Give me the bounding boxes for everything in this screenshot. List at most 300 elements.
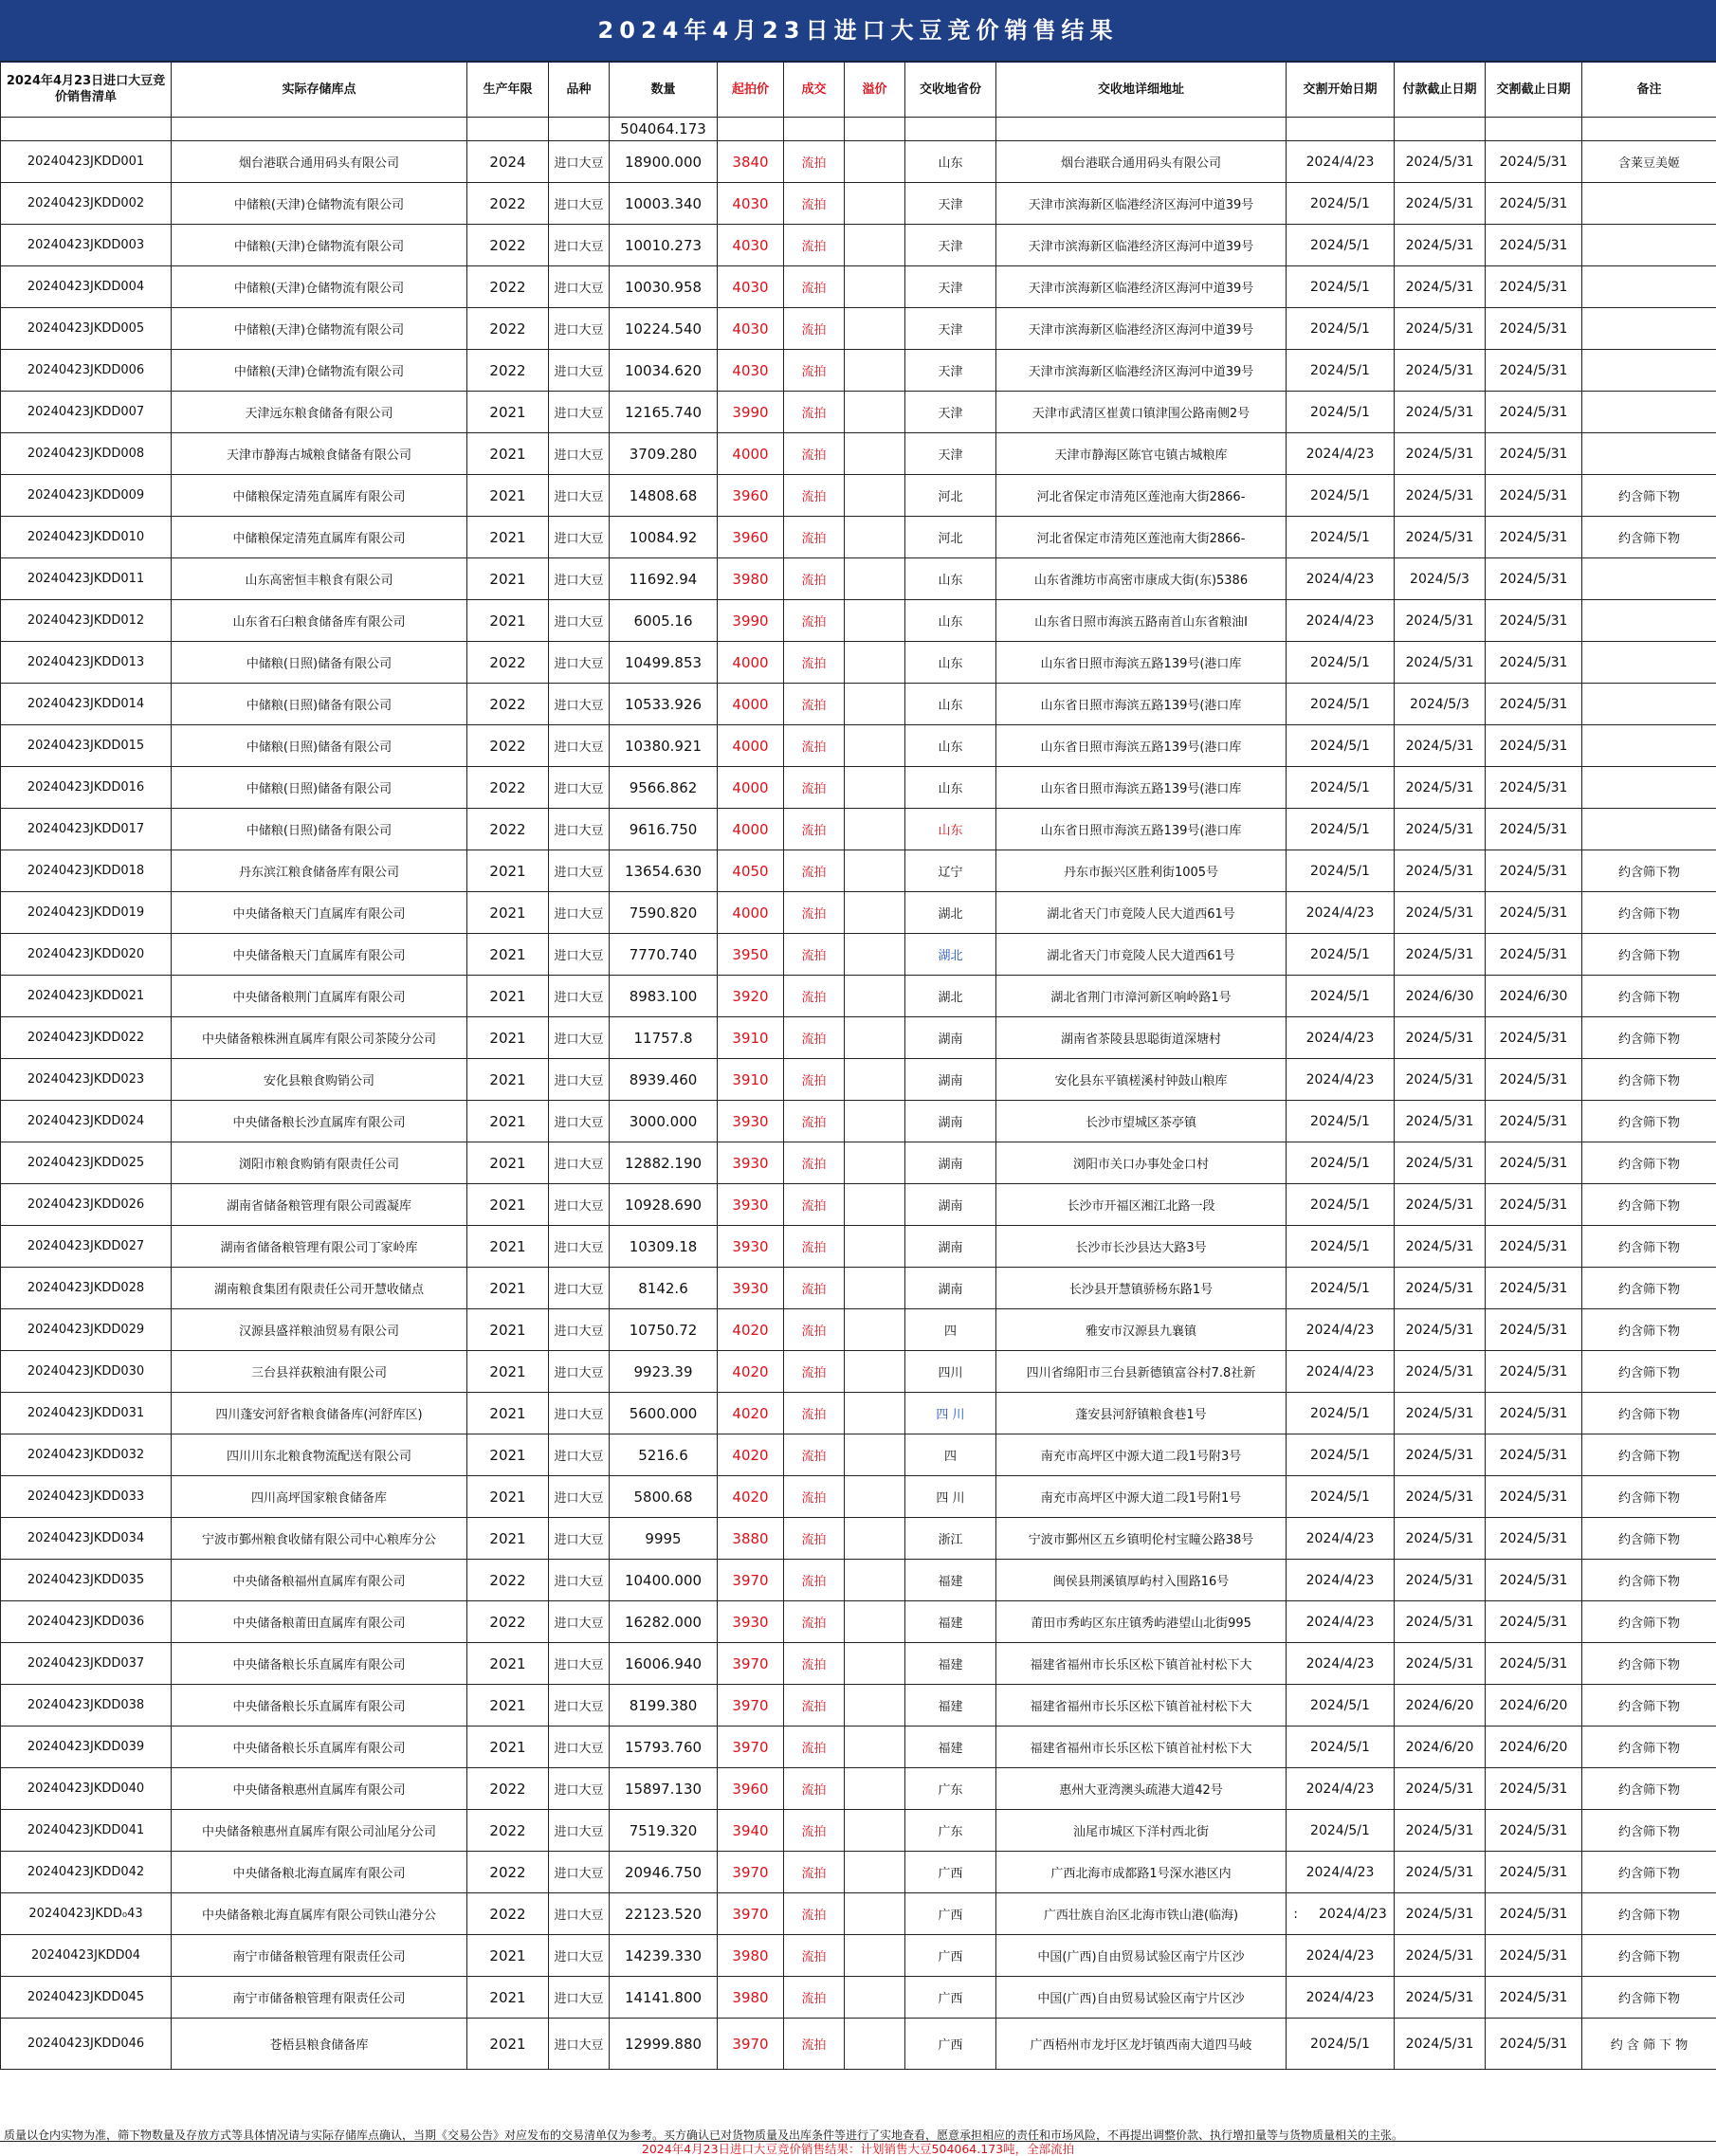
total-quantity: 504064.173 [610,118,718,141]
delivery-deadline: 2024/5/31 [1486,600,1582,642]
production-year: 2021 [467,1434,549,1476]
variety: 进口大豆 [549,1226,610,1268]
province: 湖南 [905,1017,996,1059]
depot-name: 中央储备粮长乐直属库有限公司 [172,1643,467,1685]
col-header-delivery-deadline: 交割截止日期 [1486,62,1582,118]
premium [845,1268,905,1309]
table-row [1,308,1716,350]
payment-deadline: 2024/5/31 [1395,1935,1486,1977]
remarks: 约含筛下物 [1582,1560,1716,1601]
production-year: 2024 [467,141,549,183]
remarks: 约含筛下物 [1582,1727,1716,1768]
col-header-quantity: 数量 [610,62,718,118]
table-row [1,1351,1716,1393]
variety: 进口大豆 [549,1768,610,1810]
disclaimer-note: 质量以仓内实物为准，筛下物数量及存放方式等具体情况请与实际存储库点确认，当期《交易公告》对应发布的交易清单仅为参考。买方确认已对货物质量及出库条件等进行了实地查看，愿意承担相应的责任和市场风险，不再提出调整价款、执行增扣量等与货物质量相关的主张。 [0,2129,1716,2141]
deal-status: 流拍 [784,1560,845,1601]
payment-deadline: 2024/5/31 [1395,1351,1486,1393]
lot-code: 20240423JKDD042 [1,1852,172,1893]
remarks: 约含筛下物 [1582,1476,1716,1518]
table-row [1,1727,1716,1768]
delivery-address: 丹东市振兴区胜利街1005号 [996,850,1287,892]
quantity: 10003.340 [610,183,718,225]
table-row [1,892,1716,934]
production-year: 2021 [467,850,549,892]
deal-status: 流拍 [784,892,845,934]
production-year: 2021 [467,1142,549,1184]
start-price: 3920 [718,976,784,1017]
delivery-deadline: 2024/5/31 [1486,1434,1582,1476]
delivery-deadline: 2024/5/31 [1486,558,1582,600]
delivery-start-date: 2024/4/23 [1287,1977,1395,2019]
quantity: 16282.000 [610,1601,718,1643]
production-year: 2022 [467,225,549,266]
lot-code: 20240423JKDD040 [1,1768,172,1810]
delivery-address: 长沙市长沙县达大路3号 [996,1226,1287,1268]
province: 四 川 [905,1476,996,1518]
payment-deadline: 2024/6/20 [1395,1727,1486,1768]
depot-name: 中央储备粮天门直属库有限公司 [172,934,467,976]
depot-name: 天津市静海古城粮食储备有限公司 [172,433,467,475]
depot-name: 浏阳市粮食购销有限责任公司 [172,1142,467,1184]
premium [845,934,905,976]
province: 广西 [905,1893,996,1935]
variety: 进口大豆 [549,809,610,850]
deal-status: 流拍 [784,141,845,183]
quantity: 9616.750 [610,809,718,850]
remarks: 约含筛下物 [1582,517,1716,558]
remarks: 约含筛下物 [1582,1226,1716,1268]
lot-code: 20240423JKDD024 [1,1101,172,1142]
deal-status: 流拍 [784,475,845,517]
delivery-deadline: 2024/5/31 [1486,1893,1582,1935]
production-year: 2021 [467,1309,549,1351]
production-year: 2021 [467,1226,549,1268]
col-header-delivery-start: 交割开始日期 [1287,62,1395,118]
page-title: 2024年4月23日进口大豆竞价销售结果 [0,0,1716,63]
variety: 进口大豆 [549,850,610,892]
province: 湖南 [905,1142,996,1184]
delivery-start-date: 2024/5/1 [1287,1101,1395,1142]
production-year: 2021 [467,1268,549,1309]
province: 山东 [905,141,996,183]
table-row [1,1601,1716,1643]
deal-status: 流拍 [784,1601,845,1643]
lot-code: 20240423JKDD033 [1,1476,172,1518]
payment-deadline: 2024/5/31 [1395,600,1486,642]
col-header-remarks: 备注 [1582,62,1716,118]
premium [845,475,905,517]
production-year: 2021 [467,1393,549,1434]
delivery-deadline: 2024/5/31 [1486,1768,1582,1810]
payment-deadline: 2024/5/31 [1395,1101,1486,1142]
depot-name: 湖南粮食集团有限责任公司开慧收储点 [172,1268,467,1309]
table-row [1,1643,1716,1685]
lot-code: 20240423JKDD004 [1,266,172,308]
deal-status: 流拍 [784,1434,845,1476]
premium [845,1351,905,1393]
table-row [1,1518,1716,1560]
remarks [1582,392,1716,433]
premium [845,850,905,892]
deal-status: 流拍 [784,266,845,308]
quantity: 5216.6 [610,1434,718,1476]
start-price: 4020 [718,1476,784,1518]
payment-deadline: 2024/5/31 [1395,1309,1486,1351]
lot-code: 20240423JKDD027 [1,1226,172,1268]
depot-name: 四川高坪国家粮食储备库 [172,1476,467,1518]
delivery-deadline: 2024/5/31 [1486,1268,1582,1309]
variety: 进口大豆 [549,517,610,558]
production-year: 2021 [467,934,549,976]
table-row [1,642,1716,684]
table-row [1,684,1716,725]
province: 广西 [905,1977,996,2019]
lot-code: 20240423JKDD012 [1,600,172,642]
production-year: 2021 [467,1935,549,1977]
production-year: 2021 [467,475,549,517]
table-row [1,1977,1716,2019]
start-price: 3970 [718,1852,784,1893]
premium [845,976,905,1017]
col-header-province: 交收地省份 [905,62,996,118]
delivery-start-date: 2024/5/1 [1287,1268,1395,1309]
lot-code: 20240423JKDD031 [1,1393,172,1434]
delivery-start-date: 2024/5/1 [1287,725,1395,767]
delivery-address: 莆田市秀屿区东庄镇秀屿港望山北街995 [996,1601,1287,1643]
delivery-start-date: 2024/4/23 [1287,1059,1395,1101]
variety: 进口大豆 [549,1560,610,1601]
remarks: 约含筛下物 [1582,850,1716,892]
delivery-start-date: 2024/5/1 [1287,1226,1395,1268]
quantity: 12999.880 [610,2019,718,2070]
payment-deadline: 2024/5/31 [1395,350,1486,392]
delivery-deadline: 2024/5/31 [1486,684,1582,725]
delivery-address: 天津市滨海新区临港经济区海河中道39号 [996,266,1287,308]
deal-status: 流拍 [784,976,845,1017]
payment-deadline: 2024/5/31 [1395,1643,1486,1685]
province: 广西 [905,1852,996,1893]
start-price: 3930 [718,1142,784,1184]
depot-name: 中储粮(日照)储备有限公司 [172,767,467,809]
delivery-address: 四川省绵阳市三台县新德镇富谷村7.8社新 [996,1351,1287,1393]
remarks: 约含筛下物 [1582,1518,1716,1560]
quantity: 20946.750 [610,1852,718,1893]
remarks: 约含筛下物 [1582,1017,1716,1059]
delivery-address: 蓬安县河舒镇粮食巷1号 [996,1393,1287,1434]
depot-name: 南宁市储备粮管理有限责任公司 [172,1977,467,2019]
remarks: 约含筛下物 [1582,1935,1716,1977]
production-year: 2021 [467,1643,549,1685]
lot-code: 20240423JKDD038 [1,1685,172,1727]
lot-code: 20240423JKDD016 [1,767,172,809]
start-price: 3970 [718,1560,784,1601]
premium [845,392,905,433]
delivery-start-date: 2024/5/1 [1287,308,1395,350]
payment-deadline: 2024/5/31 [1395,1518,1486,1560]
deal-status: 流拍 [784,850,845,892]
payment-deadline: 2024/5/31 [1395,1893,1486,1935]
delivery-start-date: 2024/5/1 [1287,266,1395,308]
depot-name: 中储粮(天津)仓储物流有限公司 [172,308,467,350]
production-year: 2021 [467,892,549,934]
quantity: 3000.000 [610,1101,718,1142]
start-price: 3970 [718,1893,784,1935]
delivery-deadline: 2024/5/31 [1486,1643,1582,1685]
delivery-start-date: 2024/5/1 [1287,350,1395,392]
premium [845,2019,905,2070]
province: 天津 [905,308,996,350]
delivery-start-date: 2024/4/23 [1287,1935,1395,1977]
delivery-start-date: 2024/5/1 [1287,225,1395,266]
remarks: 约含筛下物 [1582,1059,1716,1101]
deal-status: 流拍 [784,392,845,433]
start-price: 3980 [718,1977,784,2019]
remarks [1582,225,1716,266]
depot-name: 中储粮(日照)储备有限公司 [172,684,467,725]
quantity: 11692.94 [610,558,718,600]
remarks: 含莱豆美姬 [1582,141,1716,183]
production-year: 2021 [467,1101,549,1142]
premium [845,1434,905,1476]
depot-name: 中央储备粮长乐直属库有限公司 [172,1727,467,1768]
remarks: 约含筛下物 [1582,1268,1716,1309]
table-row [1,266,1716,308]
variety: 进口大豆 [549,225,610,266]
delivery-start-date: 2024/4/23 [1287,1852,1395,1893]
province: 福建 [905,1560,996,1601]
depot-name: 中央储备粮荆门直属库有限公司 [172,976,467,1017]
remarks: 约含筛下物 [1582,1977,1716,2019]
payment-deadline: 2024/5/31 [1395,183,1486,225]
remarks [1582,183,1716,225]
lot-code: 20240423JKDD008 [1,433,172,475]
start-price: 3930 [718,1601,784,1643]
lot-code: 20240423JKDD036 [1,1601,172,1643]
payment-deadline: 2024/5/31 [1395,1393,1486,1434]
delivery-start-date: 2024/4/23 [1287,1768,1395,1810]
depot-name: 中储粮保定清苑直属库有限公司 [172,475,467,517]
province: 天津 [905,350,996,392]
delivery-deadline: 2024/5/31 [1486,1810,1582,1852]
variety: 进口大豆 [549,2019,610,2070]
province: 四川 [905,1351,996,1393]
remarks: 约含筛下物 [1582,1601,1716,1643]
province: 天津 [905,266,996,308]
premium [845,767,905,809]
premium [845,600,905,642]
lot-code: 20240423JKDD006 [1,350,172,392]
start-price: 4030 [718,183,784,225]
col-header-deal: 成交 [784,62,845,118]
payment-deadline: 2024/6/20 [1395,1685,1486,1727]
variety: 进口大豆 [549,1434,610,1476]
variety: 进口大豆 [549,266,610,308]
start-price: 3930 [718,1101,784,1142]
delivery-address: 惠州大亚湾澳头疏港大道42号 [996,1768,1287,1810]
payment-deadline: 2024/5/31 [1395,1560,1486,1601]
premium [845,308,905,350]
variety: 进口大豆 [549,392,610,433]
deal-status: 流拍 [784,809,845,850]
quantity: 10380.921 [610,725,718,767]
province: 福建 [905,1643,996,1685]
depot-name: 中央储备粮惠州直属库有限公司汕尾分公司 [172,1810,467,1852]
lot-code: 20240423JKDD039 [1,1727,172,1768]
province: 山东 [905,558,996,600]
start-price: 4050 [718,850,784,892]
province: 山东 [905,767,996,809]
production-year: 2022 [467,725,549,767]
delivery-start-date: 2024/5/1 [1287,183,1395,225]
remarks: 约含筛下物 [1582,976,1716,1017]
delivery-deadline: 2024/5/31 [1486,1560,1582,1601]
depot-name: 中央储备粮莆田直属库有限公司 [172,1601,467,1643]
table-row [1,1810,1716,1852]
table-row [1,1434,1716,1476]
premium [845,1601,905,1643]
remarks [1582,350,1716,392]
variety: 进口大豆 [549,558,610,600]
variety: 进口大豆 [549,183,610,225]
start-price: 3970 [718,2019,784,2070]
table-row [1,225,1716,266]
start-date-prefix: : [1293,1907,1298,1922]
delivery-address: 湖北省天门市竟陵人民大道西61号 [996,892,1287,934]
lot-code: 20240423JKDD04 [1,1935,172,1977]
variety: 进口大豆 [549,1184,610,1226]
payment-deadline: 2024/5/31 [1395,225,1486,266]
province: 天津 [905,392,996,433]
province: 湖南 [905,1226,996,1268]
quantity: 8199.380 [610,1685,718,1727]
table-row [1,1268,1716,1309]
province: 山东 [905,600,996,642]
table-row [1,1476,1716,1518]
payment-deadline: 2024/5/31 [1395,308,1486,350]
lot-code: 20240423JKDD013 [1,642,172,684]
delivery-address: 山东省日照市海滨五路139号(港口库 [996,767,1287,809]
deal-status: 流拍 [784,1309,845,1351]
deal-status: 流拍 [784,558,845,600]
delivery-address: 烟台港联合通用码头有限公司 [996,141,1287,183]
delivery-address: 天津市滨海新区临港经济区海河中道39号 [996,308,1287,350]
table-row [1,850,1716,892]
depot-name: 中储粮(日照)储备有限公司 [172,809,467,850]
depot-name: 湖南省储备粮管理有限公司霞凝库 [172,1184,467,1226]
premium [845,1893,905,1935]
premium [845,350,905,392]
delivery-start-date: 2024/5/1 [1287,1476,1395,1518]
deal-status: 流拍 [784,1893,845,1935]
col-header-premium: 溢价 [845,62,905,118]
start-price: 4000 [718,767,784,809]
delivery-start-date: 2024/5/1 [1287,1142,1395,1184]
delivery-address: 湖北省荆门市漳河新区响岭路1号 [996,976,1287,1017]
delivery-deadline: 2024/5/31 [1486,1226,1582,1268]
variety: 进口大豆 [549,767,610,809]
remarks [1582,308,1716,350]
payment-deadline: 2024/5/31 [1395,433,1486,475]
depot-name: 宁波市鄞州粮食收储有限公司中心粮库分公 [172,1518,467,1560]
depot-name: 安化县粮食购销公司 [172,1059,467,1101]
quantity: 8983.100 [610,976,718,1017]
remarks: 约含筛下物 [1582,1810,1716,1852]
depot-name: 中央储备粮北海直属库有限公司铁山港分公 [172,1893,467,1935]
deal-status: 流拍 [784,1852,845,1893]
delivery-deadline: 2024/5/31 [1486,642,1582,684]
quantity: 10010.273 [610,225,718,266]
premium [845,725,905,767]
table-row [1,1184,1716,1226]
start-price: 4020 [718,1351,784,1393]
quantity: 10928.690 [610,1184,718,1226]
production-year: 2021 [467,1977,549,2019]
production-year: 2021 [467,2019,549,2070]
payment-deadline: 2024/5/31 [1395,892,1486,934]
delivery-deadline: 2024/5/31 [1486,1142,1582,1184]
production-year: 2021 [467,1351,549,1393]
col-header-list: 2024年4月23日进口大豆竞价销售清单 [1,62,172,118]
production-year: 2022 [467,1810,549,1852]
production-year: 2021 [467,1518,549,1560]
delivery-start-date: 2024/5/1 [1287,976,1395,1017]
variety: 进口大豆 [549,934,610,976]
remarks [1582,725,1716,767]
delivery-address: 南充市高坪区中源大道二段1号附3号 [996,1434,1287,1476]
premium [845,684,905,725]
premium [845,1393,905,1434]
lot-code: 20240423JKDD010 [1,517,172,558]
start-date-value: 2024/4/23 [1319,1907,1387,1922]
province: 湖南 [905,1268,996,1309]
lot-code: 20240423JKDD029 [1,1309,172,1351]
production-year: 2021 [467,600,549,642]
start-price: 3960 [718,475,784,517]
delivery-address: 天津市滨海新区临港经济区海河中道39号 [996,225,1287,266]
province: 四 [905,1309,996,1351]
delivery-address: 天津市武清区崔黄口镇津围公路南侧2号 [996,392,1287,433]
table-row [1,1142,1716,1184]
production-year: 2022 [467,767,549,809]
lot-code: 20240423JKDD₀43 [1,1893,172,1935]
quantity: 22123.520 [610,1893,718,1935]
delivery-address: 山东省日照市海滨五路139号(港口库 [996,684,1287,725]
lot-code: 20240423JKDD045 [1,1977,172,2019]
lot-code: 20240423JKDD026 [1,1184,172,1226]
delivery-start-date: 2024/5/1 [1287,1810,1395,1852]
delivery-deadline: 2024/5/31 [1486,1601,1582,1643]
production-year: 2022 [467,308,549,350]
quantity: 7590.820 [610,892,718,934]
lot-code: 20240423JKDD011 [1,558,172,600]
premium [845,809,905,850]
start-price: 4000 [718,684,784,725]
delivery-start-date: 2024/5/1 [1287,1184,1395,1226]
deal-status: 流拍 [784,1393,845,1434]
quantity: 14141.800 [610,1977,718,2019]
delivery-start-date: 2024/5/1 [1287,684,1395,725]
quantity: 12165.740 [610,392,718,433]
deal-status: 流拍 [784,350,845,392]
province: 山东 [905,684,996,725]
start-price: 4020 [718,1434,784,1476]
table-row [1,475,1716,517]
delivery-address: 湖南省茶陵县思聪街道深塘村 [996,1017,1287,1059]
deal-status: 流拍 [784,642,845,684]
start-price: 4020 [718,1393,784,1434]
quantity: 10750.72 [610,1309,718,1351]
